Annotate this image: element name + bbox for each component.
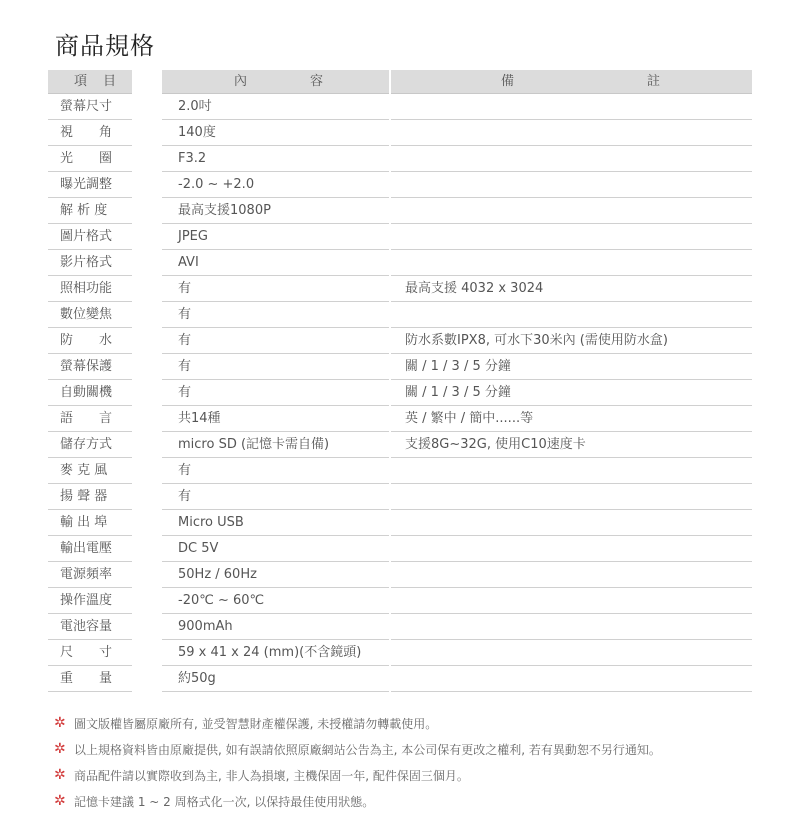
- spec-note: [391, 666, 752, 692]
- table-row: [48, 328, 752, 354]
- header-content-char-1: 內: [234, 74, 248, 89]
- spec-value: 有: [162, 484, 389, 510]
- table-body: [48, 94, 752, 692]
- spec-name: 圖片格式: [48, 224, 132, 250]
- page-title: 商品規格: [55, 32, 155, 60]
- spec-value: 2.0吋: [162, 94, 389, 120]
- spec-name: 光 圈: [48, 146, 132, 172]
- spec-value: 50Hz / 60Hz: [162, 562, 389, 588]
- spec-name: 電源頻率: [48, 562, 132, 588]
- header-note-char-2: 註: [646, 74, 660, 89]
- table-row: [48, 120, 752, 146]
- spec-value: micro SD (記憶卡需自備): [162, 432, 389, 458]
- spec-name: 解 析 度: [48, 198, 132, 224]
- table-row: [48, 250, 752, 276]
- spec-note: 防水系數IPX8, 可水下30米內 (需使用防水盒): [391, 328, 752, 354]
- spec-value: DC 5V: [162, 536, 389, 562]
- table-row: [48, 380, 752, 406]
- spec-name: 揚 聲 器: [48, 484, 132, 510]
- spec-name: 自動關機: [48, 380, 132, 406]
- table-row: [48, 536, 752, 562]
- spec-name: 重 量: [48, 666, 132, 692]
- asterisk-icon: ✲: [54, 793, 66, 809]
- table-row: [48, 172, 752, 198]
- spec-note: [391, 562, 752, 588]
- spec-value: 有: [162, 458, 389, 484]
- spec-value: 有: [162, 380, 389, 406]
- table-row: [48, 432, 752, 458]
- spec-value: 最高支援1080P: [162, 198, 389, 224]
- spec-name: 防 水: [48, 328, 132, 354]
- note-text: 以上規格資料皆由原廠提供, 如有誤請依照原廠網站公告為主, 本公司保有更改之權利, 若有異動恕不另行通知。: [74, 742, 661, 757]
- spec-note: 支援8G~32G, 使用C10速度卡: [391, 432, 752, 458]
- table-header-row: [48, 70, 752, 94]
- table-row: [48, 302, 752, 328]
- spec-name: 語 言: [48, 406, 132, 432]
- asterisk-icon: ✲: [54, 715, 66, 731]
- table-row: [48, 614, 752, 640]
- note-text: 圖文版權皆屬原廠所有, 並受智慧財產權保護, 未授權請勿轉載使用。: [74, 716, 438, 731]
- spec-note: [391, 640, 752, 666]
- header-note-char-1: 備: [501, 74, 515, 89]
- spec-note: 英 / 繁中 / 簡中......等: [391, 406, 752, 432]
- spec-value: AVI: [162, 250, 389, 276]
- note-item: [54, 788, 774, 814]
- spec-note: 最高支援 4032 x 3024: [391, 276, 752, 302]
- table-row: [48, 224, 752, 250]
- spec-note: [391, 250, 752, 276]
- note-item: [54, 710, 774, 736]
- table-row: [48, 510, 752, 536]
- spec-name: 輸 出 埠: [48, 510, 132, 536]
- spec-name: 視 角: [48, 120, 132, 146]
- header-content-char-2: 容: [309, 74, 323, 89]
- spec-name: 尺 寸: [48, 640, 132, 666]
- header-note: [391, 70, 752, 94]
- spec-note: [391, 302, 752, 328]
- spec-name: 麥 克 風: [48, 458, 132, 484]
- spec-name: 螢幕保護: [48, 354, 132, 380]
- table-row: [48, 276, 752, 302]
- spec-note: [391, 198, 752, 224]
- spec-note: [391, 120, 752, 146]
- spec-note: [391, 94, 752, 120]
- spec-note: 關 / 1 / 3 / 5 分鐘: [391, 354, 752, 380]
- spec-name: 數位變焦: [48, 302, 132, 328]
- spec-note: [391, 614, 752, 640]
- table-row: [48, 562, 752, 588]
- spec-name: 螢幕尺寸: [48, 94, 132, 120]
- note-text: 記憶卡建議 1 ~ 2 周格式化一次, 以保持最佳使用狀態。: [74, 794, 375, 809]
- spec-value: Micro USB: [162, 510, 389, 536]
- table-row: [48, 588, 752, 614]
- spec-value: 有: [162, 276, 389, 302]
- spec-value: F3.2: [162, 146, 389, 172]
- spec-value: 共14種: [162, 406, 389, 432]
- spec-table: [48, 70, 752, 692]
- spec-note: [391, 588, 752, 614]
- spec-value: 140度: [162, 120, 389, 146]
- spec-value: JPEG: [162, 224, 389, 250]
- spec-value: 有: [162, 328, 389, 354]
- spec-name: 影片格式: [48, 250, 132, 276]
- table-row: [48, 458, 752, 484]
- header-content: [162, 70, 389, 94]
- spec-value: -20℃ ~ 60℃: [162, 588, 389, 614]
- spec-name: 照相功能: [48, 276, 132, 302]
- spec-note: [391, 458, 752, 484]
- header-item: [48, 70, 132, 94]
- table-row: [48, 640, 752, 666]
- spec-name: 輸出電壓: [48, 536, 132, 562]
- note-text: 商品配件請以實際收到為主, 非人為損壞, 主機保固一年, 配件保固三個月。: [74, 768, 469, 783]
- spec-note: [391, 536, 752, 562]
- table-row: [48, 94, 752, 120]
- spec-name: 儲存方式: [48, 432, 132, 458]
- spec-name: 曝光調整: [48, 172, 132, 198]
- spec-note: [391, 484, 752, 510]
- table-row: [48, 146, 752, 172]
- table-row: [48, 354, 752, 380]
- note-item: [54, 762, 774, 788]
- spec-value: 59 x 41 x 24 (mm)(不含鏡頭): [162, 640, 389, 666]
- spec-value: 有: [162, 302, 389, 328]
- asterisk-icon: ✲: [54, 767, 66, 783]
- table-row: [48, 198, 752, 224]
- table-row: [48, 666, 752, 692]
- notes-list: [54, 710, 774, 814]
- spec-value: 約50g: [162, 666, 389, 692]
- spec-note: 關 / 1 / 3 / 5 分鐘: [391, 380, 752, 406]
- table-row: [48, 406, 752, 432]
- spec-note: [391, 172, 752, 198]
- table-row: [48, 484, 752, 510]
- spec-note: [391, 224, 752, 250]
- spec-value: 900mAh: [162, 614, 389, 640]
- spec-note: [391, 510, 752, 536]
- header-item-char-2: 目: [102, 74, 116, 89]
- spec-note: [391, 146, 752, 172]
- asterisk-icon: ✲: [54, 741, 66, 757]
- spec-value: -2.0 ~ +2.0: [162, 172, 389, 198]
- spec-name: 電池容量: [48, 614, 132, 640]
- note-item: [54, 736, 774, 762]
- header-item-char-1: 項: [74, 74, 88, 89]
- spec-name: 操作溫度: [48, 588, 132, 614]
- spec-value: 有: [162, 354, 389, 380]
